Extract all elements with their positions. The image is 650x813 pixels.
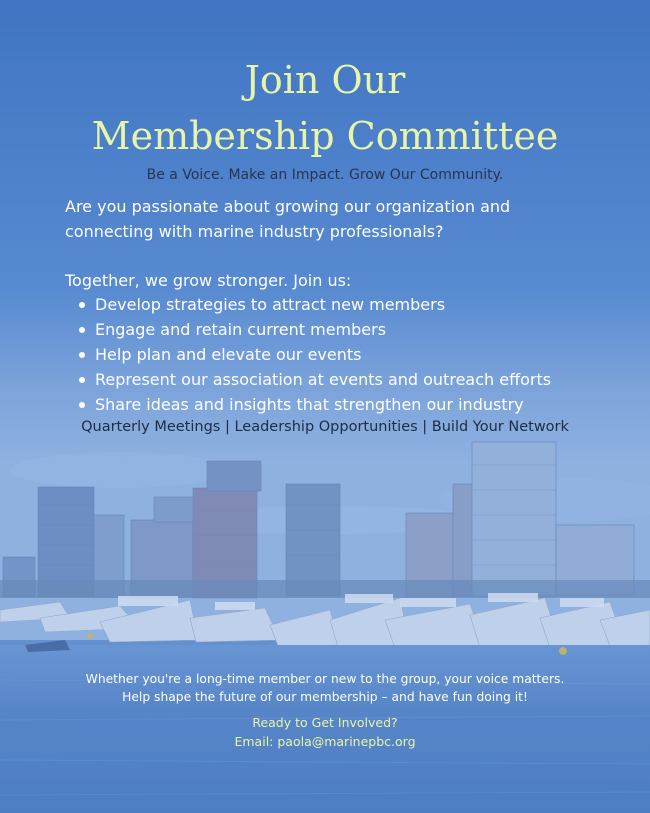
list-item-text: Help plan and elevate our events bbox=[95, 345, 362, 364]
bullet-dot-icon bbox=[79, 327, 85, 333]
join-us-heading: Together, we grow stronger. Join us: bbox=[65, 271, 352, 290]
list-item-text: Share ideas and insights that strengthen our industry bbox=[95, 395, 524, 414]
title-line-1: Join Our bbox=[244, 58, 406, 102]
cta-heading: Ready to Get Involved? bbox=[252, 715, 398, 730]
list-item-text: Represent our association at events and outreach efforts bbox=[95, 370, 552, 389]
closing-paragraph bbox=[0, 670, 650, 706]
list-item bbox=[78, 317, 551, 342]
list-item bbox=[78, 292, 551, 317]
bullet-dot-icon bbox=[79, 402, 85, 408]
bullet-dot-icon bbox=[79, 377, 85, 383]
tagline: Be a Voice. Make an Impact. Grow Our Community. bbox=[146, 167, 504, 183]
call-to-action bbox=[0, 713, 650, 751]
title-line-2: Membership Committee bbox=[91, 114, 559, 158]
closing-line-1: Whether you're a long-time member or new to the group, your voice matters. bbox=[85, 672, 565, 686]
contact-email[interactable]: Email: paola@marinepbc.org bbox=[234, 734, 416, 749]
list-item-text: Develop strategies to attract new members bbox=[95, 295, 446, 314]
list-item bbox=[78, 367, 551, 392]
bullet-dot-icon bbox=[79, 352, 85, 358]
perks-line: Quarterly Meetings | Leadership Opportunities | Build Your Network bbox=[81, 419, 569, 435]
intro-line-2: connecting with marine industry professionals? bbox=[65, 222, 444, 241]
list-item bbox=[78, 342, 551, 367]
closing-line-2: Help shape the future of our membership – and have fun doing it! bbox=[122, 690, 528, 704]
list-item-text: Engage and retain current members bbox=[95, 320, 387, 339]
list-item bbox=[78, 392, 551, 417]
responsibilities-list bbox=[78, 292, 551, 417]
intro-paragraph bbox=[65, 194, 625, 244]
intro-line-1: Are you passionate about growing our organization and bbox=[65, 197, 511, 216]
bullet-dot-icon bbox=[79, 302, 85, 308]
